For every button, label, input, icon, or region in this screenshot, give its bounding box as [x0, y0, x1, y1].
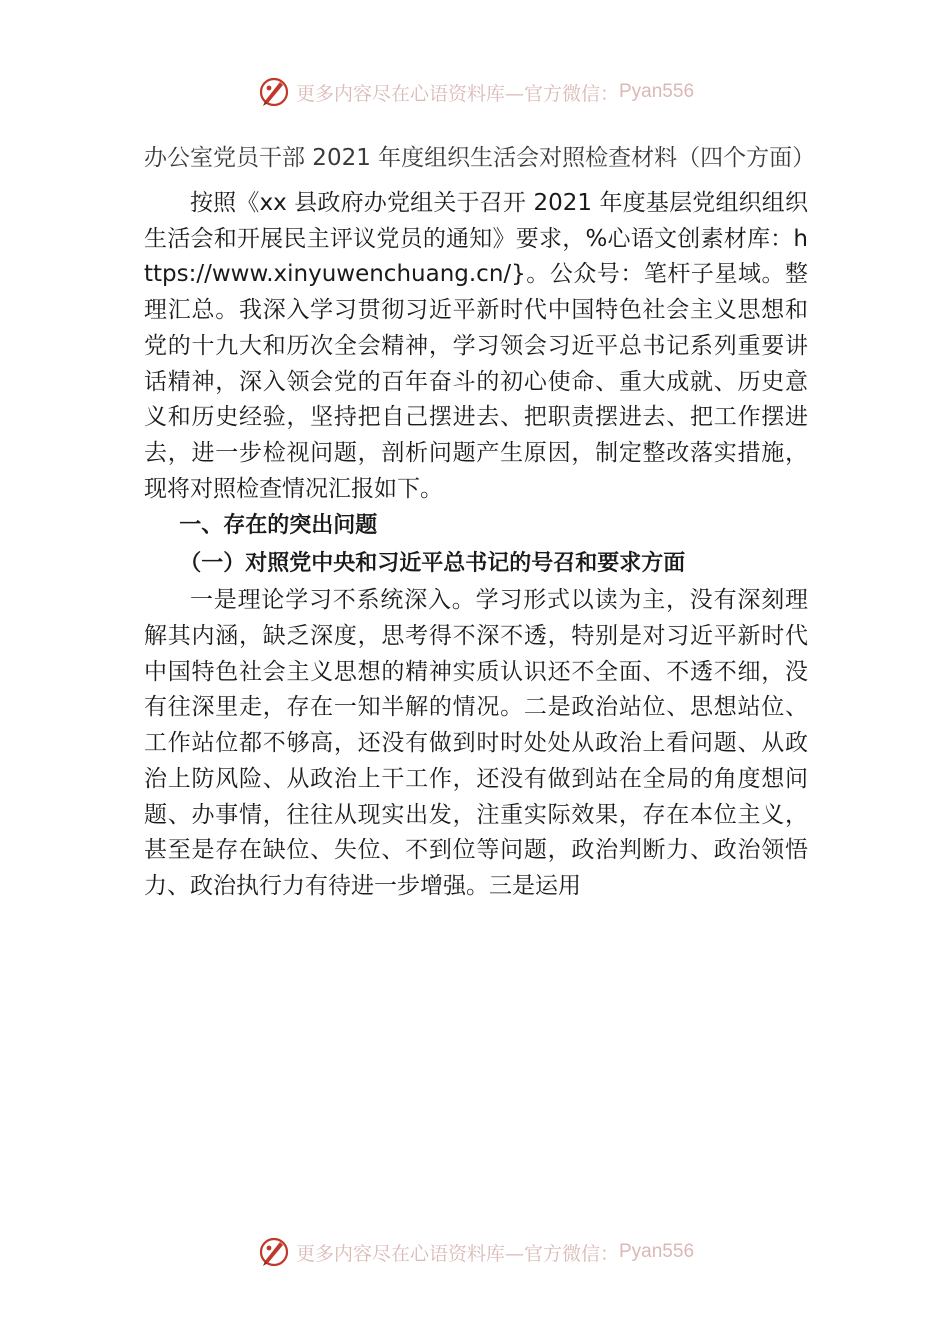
intro-paragraph: 按照《xx 县政府办党组关于召开 2021 年度基层党组织组织生活会和开展民主评议党员的通知》要求，%心语文创素材库：https://www.xinyuwenchuang.cn/}。公众号：笔杆子星域。整理汇总。我深入学习贯彻习近平新时代中国特色社会主义思想和党的十九大和历次全会精神，学习领会习近平总书记系列重要讲话精神，深入领会党的百年奋斗的初心使命、重大成就、历史意义和历史经验，坚持把自己摆进去、把职责摆进去、把工作摆进去，进一步检视问题，剖析问题产生原因，制定整改落实措施，现将对照检查情况汇报如下。: [144, 190, 808, 502]
header-banner: [0, 72, 950, 112]
document-body: [144, 140, 816, 905]
document-title: 办公室党员干部 2021 年度组织生活会对照检查材料（四个方面）: [144, 145, 816, 171]
footer-banner-text: 更多内容尽在心语资料库—官方微信：: [295, 1242, 619, 1265]
logo-icon: [256, 1234, 292, 1270]
header-wechat-id: Pyan556: [619, 81, 695, 102]
logo-icon: [256, 74, 292, 110]
section-heading: 一、存在的突出问题: [179, 513, 378, 539]
subsection-heading: （一）对照党中央和习近平总书记的号召和要求方面: [179, 551, 686, 577]
header-banner-text: 更多内容尽在心语资料库—官方微信：: [295, 82, 619, 105]
footer-wechat-id: Pyan556: [619, 1241, 695, 1262]
footer-banner: [0, 1232, 950, 1272]
body-paragraph: 一是理论学习不系统深入。学习形式以读为主，没有深刻理解其内涵，缺乏深度，思考得不深不透，特别是对习近平新时代中国特色社会主义思想的精神实质认识还不全面、不透不细，没有往深里走，存在一知半解的情况。二是政治站位、思想站位、工作站位都不够高，还没有做到时时处处从政治上看问题、从政治上防风险、从政治上干工作，还没有做到站在全局的角度想问题、办事情，往往从现实出发，注重实际效果，存在本位主义，甚至是存在缺位、失位、不到位等问题，政治判断力、政治领悟力、政治执行力有待进一步增强。三是运用: [144, 587, 808, 899]
